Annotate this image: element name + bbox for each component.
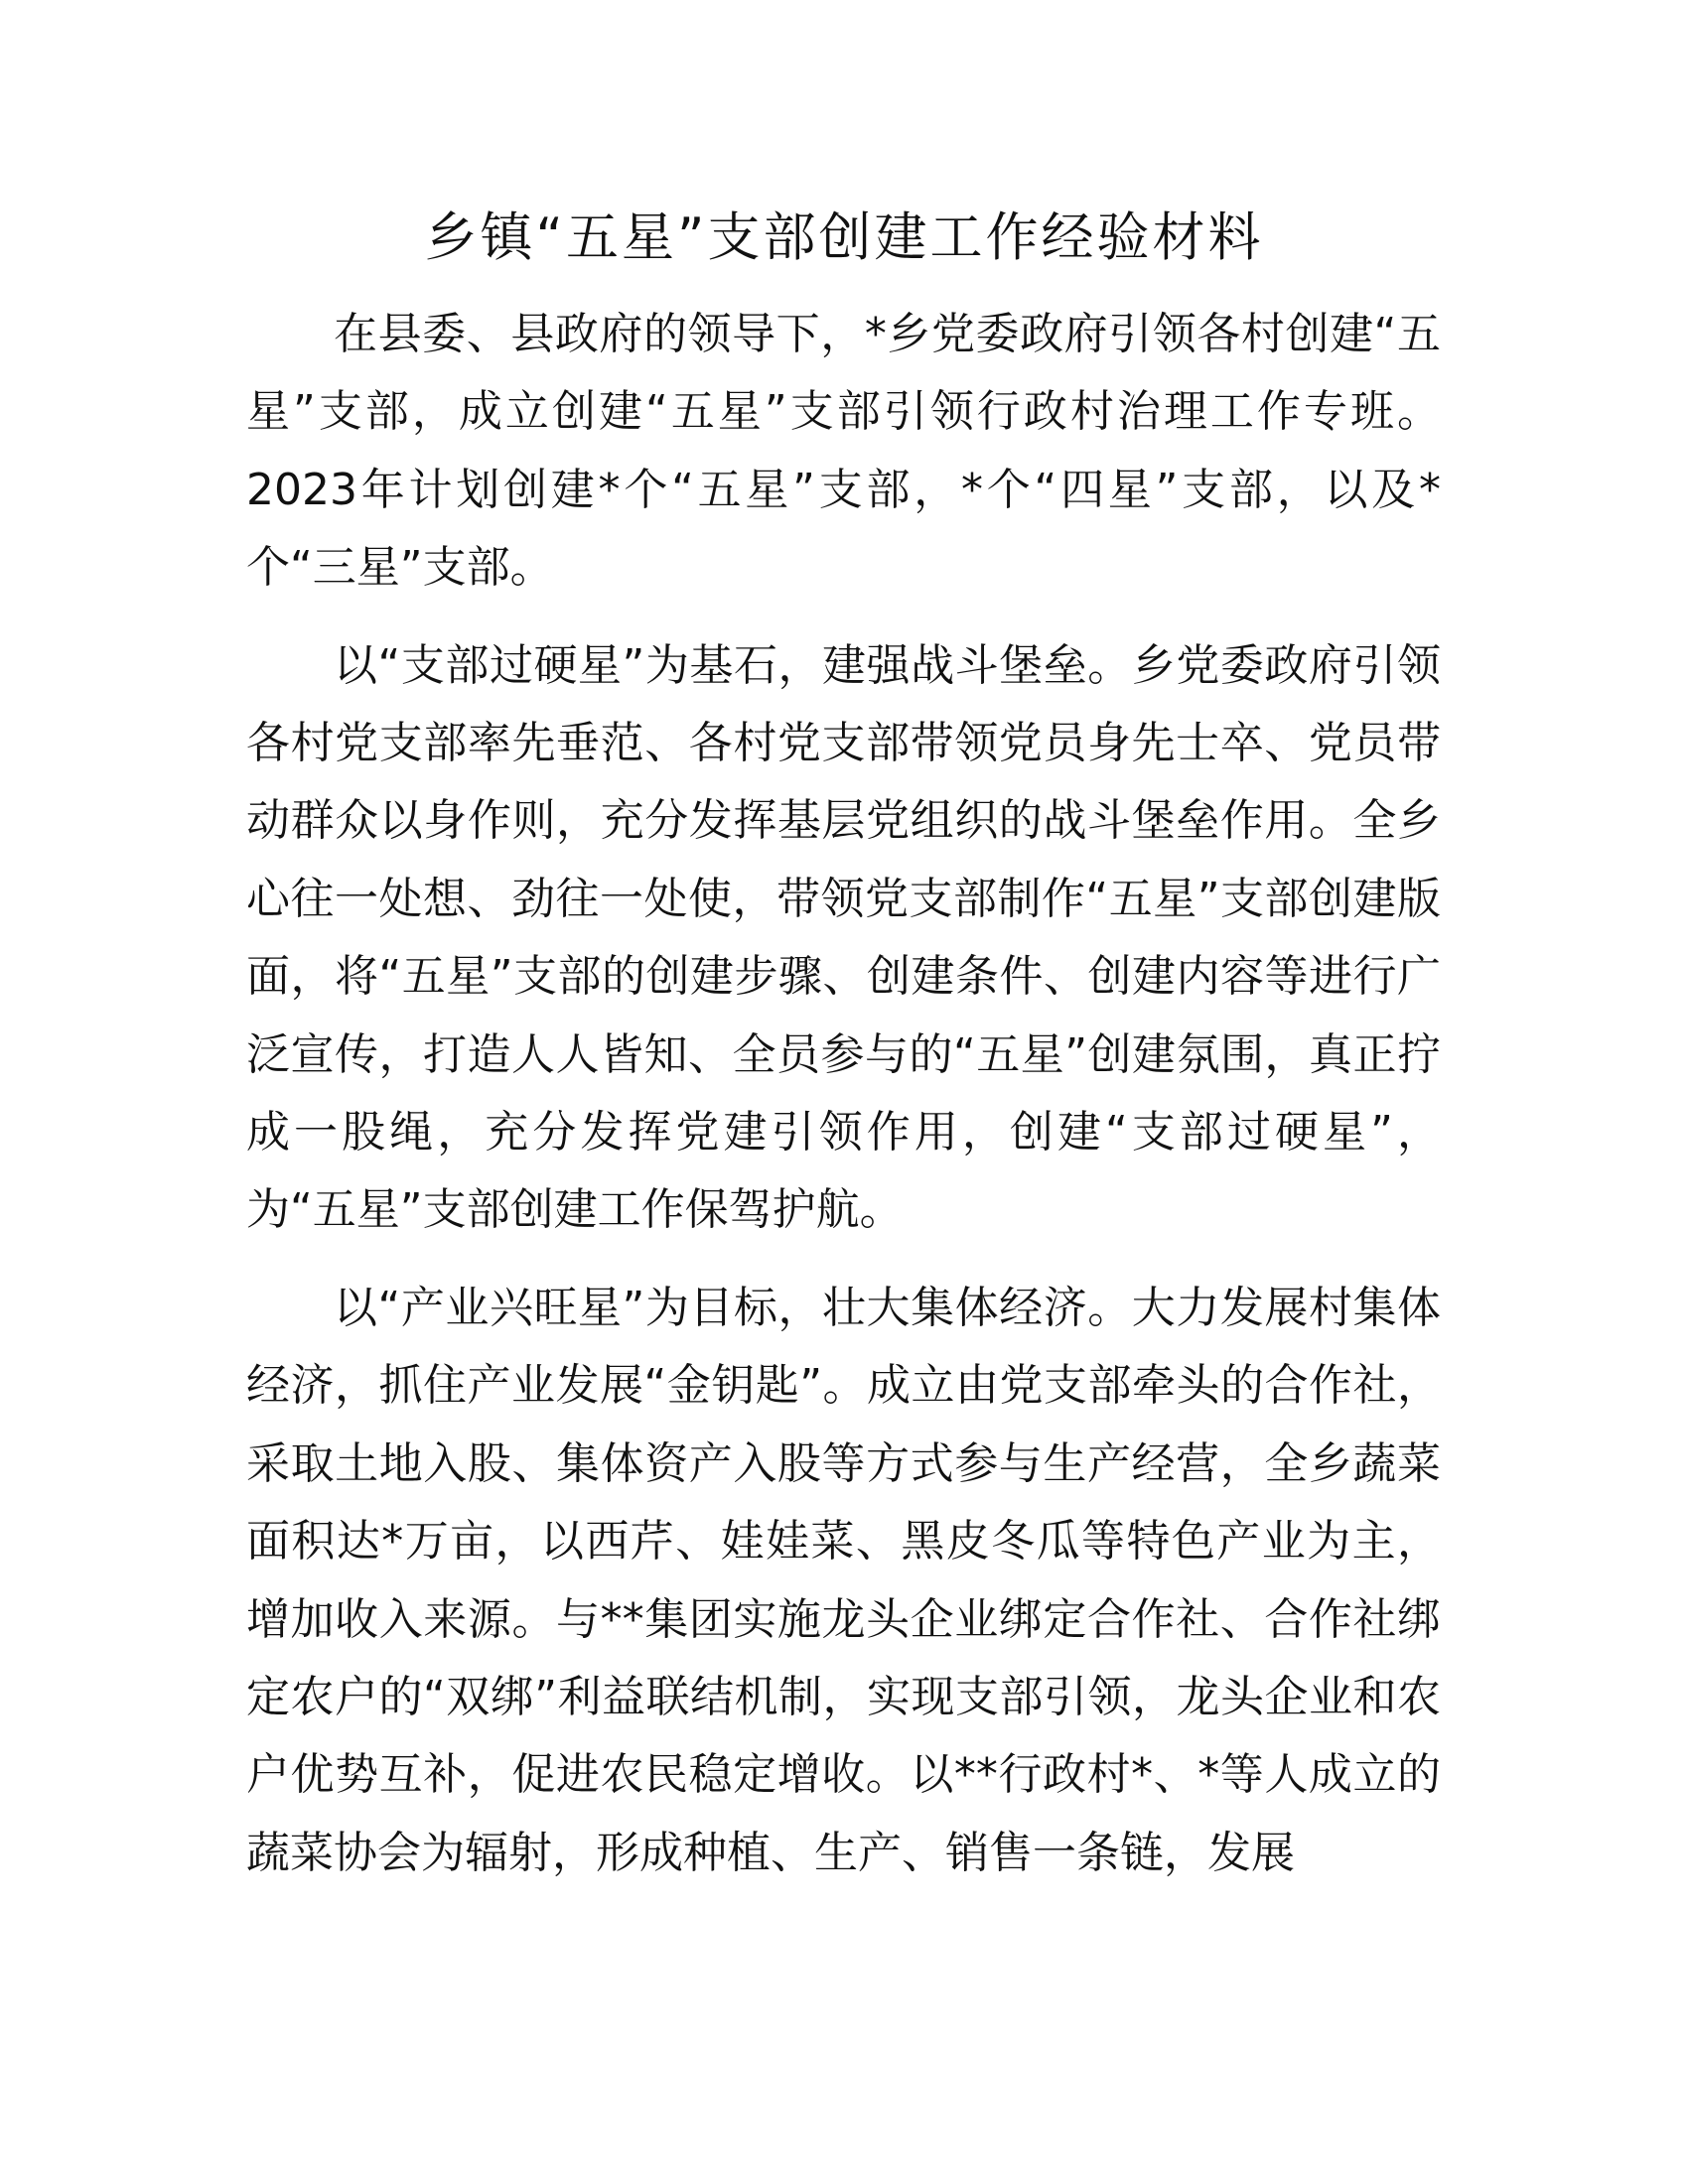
document-title: 乡镇“五星”支部创建工作经验材料 <box>424 207 1264 268</box>
paragraph-branch-star: 以“支部过硬星”为基石，建强战斗堡垒。乡党委政府引领各村党支部率先垂范、各村党支部带领党员身先士卒、党员带动群众以身作则，充分发挥基层党组织的战斗堡垒作用。全乡心往一处想、劲往一处使，带领党支部制作“五星”支部创建版面，将“五星”支部的创建步骤、创建条件、创建内容等进行广泛宣传，打造人人皆知、全员参与的“五星”创建氛围，真正拧成一股绳，充分发挥党建引领作用，创建“支部过硬星”，为“五星”支部创建工作保驾护航。 <box>246 639 1441 1236</box>
document-body <box>246 296 1441 1912</box>
paragraph-industry-star: 以“产业兴旺星”为目标，壮大集体经济。大力发展村集体经济，抓住产业发展“金钥匙”。成立由党支部牵头的合作社，采取土地入股、集体资产入股等方式参与生产经营，全乡蔬菜面积达*万亩，以西芹、娃娃菜、黑皮冬瓜等特色产业为主，增加收入来源。与**集团实施龙头企业绑定合作社、合作社绑定农户的“双绑”利益联结机制，实现支部引领，龙头企业和农户优势互补，促进农民稳定增收。以**行政村*、*等人成立的蔬菜协会为辐射，形成种植、生产、销售一条链，发展 <box>246 1282 1441 1878</box>
paragraph-intro: 在县委、县政府的领导下，*乡党委政府引领各村创建“五星”支部，成立创建“五星”支部引领行政村治理工作专班。2023年计划创建*个“五星”支部，*个“四星”支部，以及*个“三星”支部。 <box>246 309 1441 594</box>
